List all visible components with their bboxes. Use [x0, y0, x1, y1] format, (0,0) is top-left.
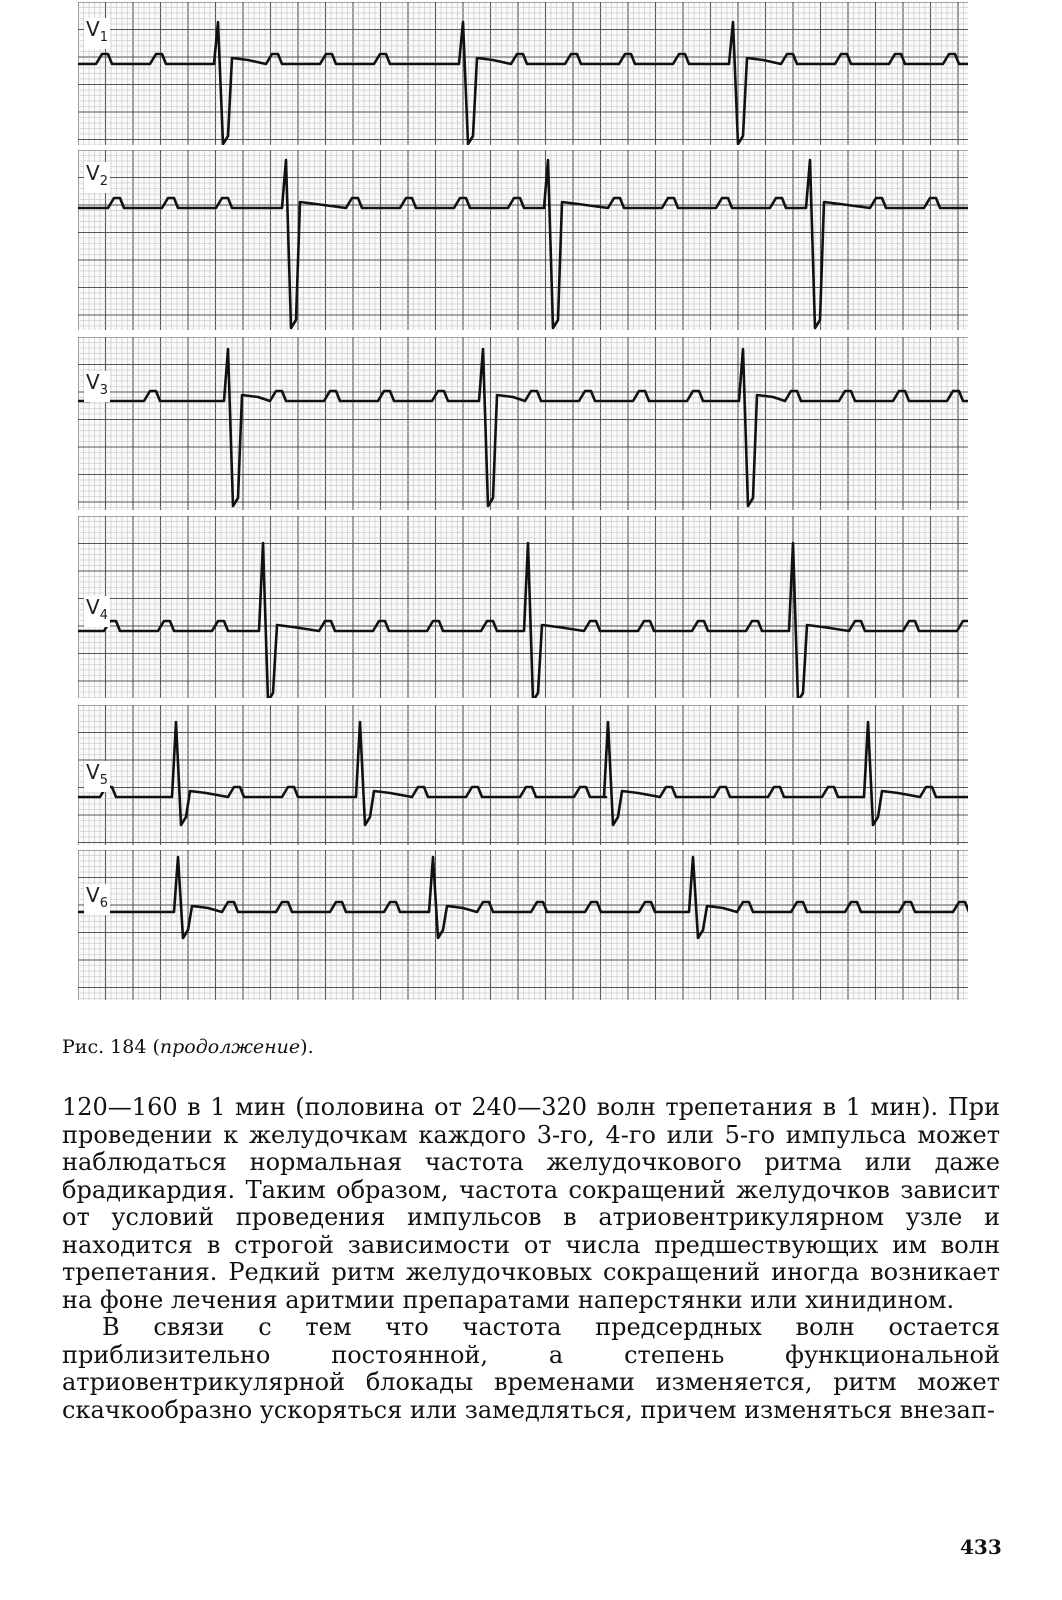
- ecg-figure: [78, 0, 968, 1005]
- ecg-trace: [78, 337, 968, 510]
- ecg-strip-v1: [78, 2, 968, 145]
- ecg-trace: [78, 2, 968, 145]
- lead-label: $V_6$: [84, 884, 110, 915]
- paragraph: В связи с тем что частота предсердных волн остается приблизительно постоянной, а степень функциональной атриовентрикулярной блокады временами изменяется, ритм может скачкообразно ускоряться или замедляться, причем изменяться внезап-: [62, 1313, 1000, 1424]
- ecg-strip-v3: [78, 337, 968, 510]
- lead-label: $V_4$: [84, 596, 110, 627]
- figure-caption: Рис. 184 (продолжение).: [62, 1036, 314, 1058]
- ecg-trace: [78, 850, 968, 1000]
- lead-label: $V_2$: [84, 162, 110, 193]
- paragraph: 120—160 в 1 мин (половина от 240—320 волн трепетания в 1 мин). При проведении к желудочкам каждого 3-го, 4-го или 5-го импульса может наблюдаться нормальная частота желудочкового ритма или даже брадикардия. Таким образом, частота сокращений желудочков зависит от условий проведения импульсов в атриовентрикулярном узле и находится в строгой зависимости от числа предшествующих им волн трепетания. Редкий ритм желудочковых сокращений иногда возникает на фоне лечения аритмии препаратами наперстянки или хинидином.: [62, 1093, 1000, 1314]
- lead-label: $V_5$: [84, 761, 110, 792]
- body-text: [62, 1094, 1000, 1424]
- lead-label: $V_3$: [84, 371, 110, 402]
- ecg-strip-v4: [78, 516, 968, 698]
- ecg-trace: [78, 516, 968, 698]
- ecg-trace: [78, 150, 968, 330]
- page-number: 433: [960, 1535, 1002, 1559]
- ecg-strip-v2: [78, 150, 968, 330]
- lead-label: $V_1$: [84, 18, 110, 49]
- ecg-strip-v5: [78, 705, 968, 845]
- ecg-trace: [78, 705, 968, 845]
- ecg-strip-v6: [78, 850, 968, 1000]
